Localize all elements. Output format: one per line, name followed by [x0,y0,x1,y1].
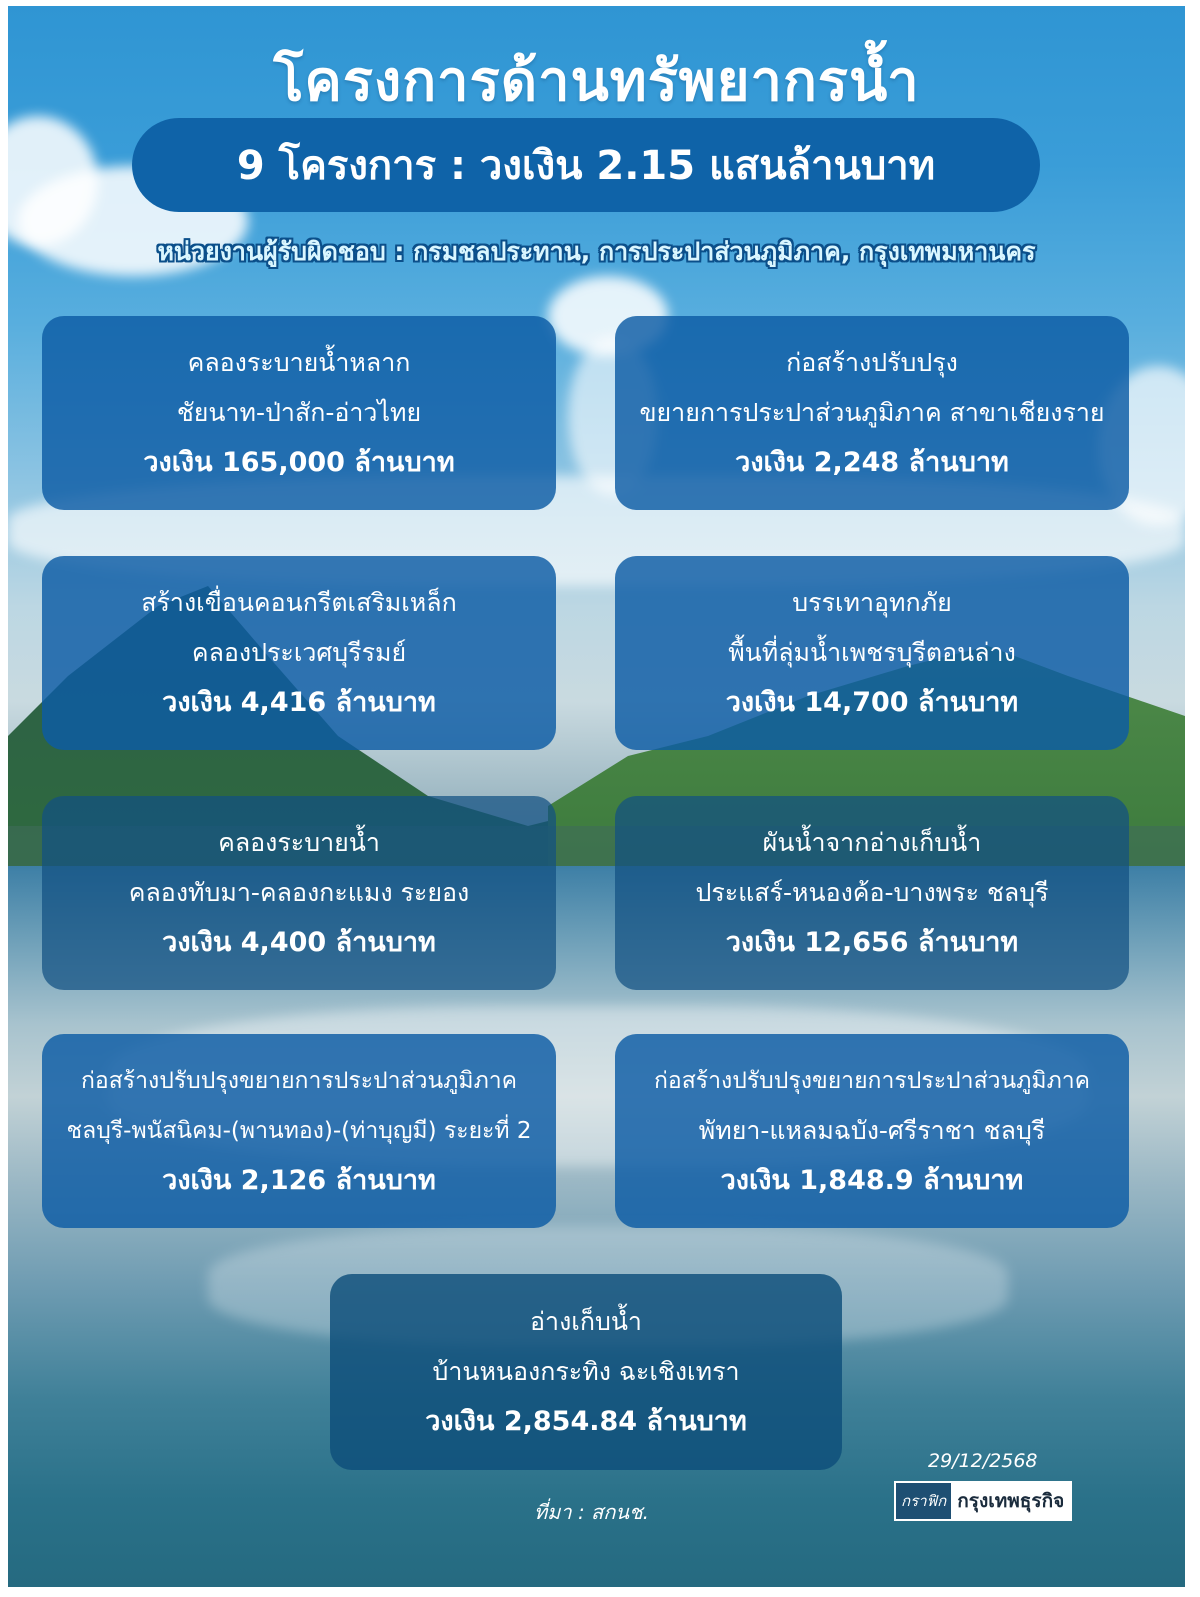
project-title: ก่อสร้างปรับปรุง [786,348,958,377]
summary-banner [132,118,1040,212]
project-card [42,316,556,510]
project-title: บรรเทาอุทกภัย [792,588,952,617]
publisher-logo [894,1481,1072,1521]
project-budget: วงเงิน 4,400 ล้านบาท [162,927,436,958]
summary-text: 9 โครงการ : วงเงิน 2.15 แสนล้านบาท [236,143,936,189]
project-card [42,1034,556,1228]
project-budget: วงเงิน 12,656 ล้านบาท [725,927,1019,958]
project-card [330,1274,842,1470]
publish-date: 29/12/2568 [928,1450,1038,1472]
project-budget: วงเงิน 14,700 ล้านบาท [725,687,1019,718]
project-card [615,556,1129,750]
project-card [42,796,556,990]
logo-graphic-label: กราฟิก [896,1483,951,1519]
project-title: สร้างเขื่อนคอนกรีตเสริมเหล็ก [141,588,457,617]
source-credit: ที่มา : สกนช. [534,1500,649,1524]
project-card [615,796,1129,990]
project-location: ชลบุรี-พนัสนิคม-(พานทอง)-(ท่าบุญมี) ระยะที่ 2 [66,1118,532,1144]
responsible-agencies: หน่วยงานผู้รับผิดชอบ : กรมชลประทาน, การประปาส่วนภูมิภาค, กรุงเทพมหานคร [157,237,1036,266]
infographic-poster [8,6,1185,1587]
project-budget: วงเงิน 4,416 ล้านบาท [162,687,436,718]
project-title: อ่างเก็บน้ำ [530,1307,642,1336]
project-title: คลองระบายน้ำหลาก [187,348,411,377]
project-location: ขยายการประปาส่วนภูมิภาค สาขาเชียงราย [639,398,1105,427]
project-budget: วงเงิน 2,126 ล้านบาท [162,1165,436,1196]
project-card [615,316,1129,510]
project-card [42,556,556,750]
project-location: คลองทับมา-คลองกะแมง ระยอง [128,878,470,907]
project-location: พื้นที่ลุ่มน้ำเพชรบุรีตอนล่าง [728,638,1016,667]
project-title: ผันน้ำจากอ่างเก็บน้ำ [762,828,982,857]
project-title: ก่อสร้างปรับปรุงขยายการประปาส่วนภูมิภาค [653,1068,1091,1094]
project-budget: วงเงิน 1,848.9 ล้านบาท [720,1165,1024,1196]
project-location: คลองประเวศบุรีรมย์ [191,638,407,667]
project-budget: วงเงิน 165,000 ล้านบาท [143,447,455,478]
project-location: พัทยา-แหลมฉบัง-ศรีราชา ชลบุรี [698,1116,1046,1145]
project-location: บ้านหนองกระทิง ฉะเชิงเทรา [432,1357,740,1386]
project-budget: วงเงิน 2,248 ล้านบาท [735,447,1009,478]
project-location: ชัยนาท-ป่าสัก-อ่าวไทย [176,398,422,427]
logo-brand-name: กรุงเทพธุรกิจ [951,1483,1070,1519]
project-budget: วงเงิน 2,854.84 ล้านบาท [425,1406,747,1437]
project-location: ประแสร์-หนองค้อ-บางพระ ชลบุรี [695,878,1049,907]
project-title: ก่อสร้างปรับปรุงขยายการประปาส่วนภูมิภาค [80,1068,518,1094]
project-title: คลองระบายน้ำ [218,828,380,857]
project-card [615,1034,1129,1228]
page-title: โครงการด้านทรัพยากรน้ำ [273,49,920,114]
